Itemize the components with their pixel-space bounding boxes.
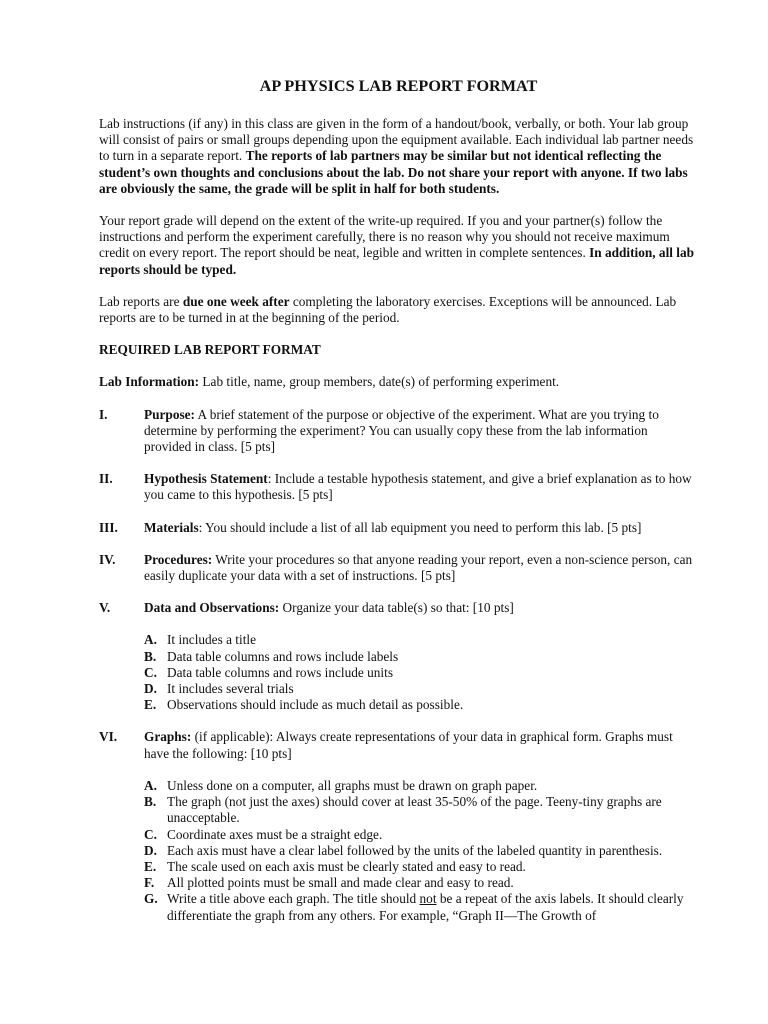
intro-text: Lab reports are bbox=[99, 293, 183, 309]
section-label: Graphs: bbox=[144, 729, 192, 745]
list-item bbox=[144, 891, 698, 923]
list-text: All plotted points must be small and made clear and easy to read. bbox=[167, 875, 514, 891]
page-title: AP PHYSICS LAB REPORT FORMAT bbox=[259, 77, 538, 95]
section-purpose bbox=[99, 407, 698, 456]
data-requirements-list bbox=[144, 632, 698, 713]
section-label: Procedures: bbox=[144, 551, 213, 567]
list-text: The scale used on each axis must be clearly stated and easy to read. bbox=[167, 858, 526, 874]
list-text: Observations should include as much detail as possible. bbox=[167, 697, 464, 713]
list-letter: D. bbox=[144, 681, 157, 697]
section-procedures bbox=[99, 552, 698, 584]
section-body bbox=[144, 520, 698, 536]
required-format-heading: REQUIRED LAB REPORT FORMAT bbox=[99, 342, 321, 358]
list-item bbox=[144, 778, 698, 794]
list-item bbox=[144, 632, 698, 648]
section-body bbox=[144, 471, 698, 503]
section-text: : Include a testable hypothesis statement, and give a brief explanation as to how you came to this hypothesis. [5 pts] bbox=[144, 471, 692, 503]
section-text: Organize your data table(s) so that: [10 pts] bbox=[279, 600, 514, 616]
list-text: It includes a title bbox=[167, 632, 256, 648]
list-item bbox=[144, 697, 698, 713]
section-number: III. bbox=[99, 519, 118, 535]
section-number: II. bbox=[99, 471, 113, 487]
list-item bbox=[144, 681, 698, 697]
list-item bbox=[144, 875, 698, 891]
list-letter: D. bbox=[144, 842, 157, 858]
list-letter: E. bbox=[144, 697, 157, 713]
list-item bbox=[144, 794, 698, 826]
list-text-part: Write a title above each graph. The title should bbox=[167, 891, 420, 907]
list-letter: E. bbox=[144, 858, 157, 874]
list-item bbox=[144, 827, 698, 843]
list-text: Data table columns and rows include labels bbox=[167, 648, 399, 664]
section-body bbox=[144, 407, 698, 456]
intro-text: Lab instructions (if any) in this class are given in the form of a handout/book, verbally, or both. Your lab group will consist of pairs or small groups depending upon the equipment available. Each individual lab partner needs to turn in a separate report. bbox=[99, 116, 694, 164]
section-number: V. bbox=[99, 600, 111, 616]
intro-text: completing the laboratory exercises. Exceptions will be announced. Lab reports are to be turned in at the beginning of the period. bbox=[99, 293, 677, 326]
section-text: (if applicable): Always create representations of your data in graphical form. Graphs must have the following: [10 pts] bbox=[144, 729, 673, 761]
section-body bbox=[144, 552, 698, 584]
lab-information-text: Lab title, name, group members, date(s) of performing experiment. bbox=[199, 374, 560, 390]
list-letter: C. bbox=[144, 826, 157, 842]
intro-paragraph-1 bbox=[99, 116, 698, 197]
section-body bbox=[144, 600, 698, 616]
section-label: Materials bbox=[144, 519, 199, 535]
intro-text: Your report grade will depend on the extent of the write-up required. If you and your partner(s) follow the instructions and perform the experiment carefully, there is no reason why you should not receive maximum credit on every report. The report should be neat, legible and written in complete sentences. bbox=[99, 213, 670, 261]
section-label: Data and Observations: bbox=[144, 600, 280, 616]
section-label: Hypothesis Statement bbox=[144, 471, 268, 487]
list-letter: B. bbox=[144, 794, 157, 810]
list-letter: F. bbox=[144, 875, 155, 891]
section-label: Purpose: bbox=[144, 406, 195, 422]
section-data-observations bbox=[99, 600, 698, 616]
list-item bbox=[144, 649, 698, 665]
intro-paragraph-3 bbox=[99, 294, 698, 326]
list-text: It includes several trials bbox=[167, 681, 294, 697]
list-text: Coordinate axes must be a straight edge. bbox=[167, 826, 383, 842]
list-item bbox=[144, 665, 698, 681]
list-text: The graph (not just the axes) should cover at least 35-50% of the page. Teeny-tiny graphs are unacceptable. bbox=[167, 794, 662, 826]
section-text: A brief statement of the purpose or objective of the experiment. What are you trying to determine by performing the experiment? You can usually copy these from the lab information provided in class. [5 pts] bbox=[144, 406, 659, 455]
section-hypothesis bbox=[99, 471, 698, 503]
section-materials bbox=[99, 520, 698, 536]
lab-information-label: Lab Information: bbox=[99, 374, 200, 390]
section-number: VI. bbox=[99, 729, 118, 745]
lab-information bbox=[99, 374, 698, 390]
list-letter: A. bbox=[144, 777, 157, 793]
intro-bold-text: In addition, all lab reports should be typed. bbox=[99, 245, 695, 277]
list-letter: A. bbox=[144, 632, 157, 648]
intro-paragraph-2 bbox=[99, 213, 698, 278]
section-text: : You should include a list of all lab equipment you need to perform this lab. [5 pts] bbox=[198, 519, 642, 535]
list-text bbox=[167, 891, 698, 923]
section-number: I. bbox=[99, 406, 108, 422]
section-graphs bbox=[99, 729, 698, 761]
list-text-part: be a repeat of the axis labels. It should clearly differentiate the graph from any others. For example, “Graph II—The Growth of bbox=[167, 891, 684, 923]
section-body bbox=[144, 729, 698, 761]
intro-bold-text: due one week after bbox=[182, 293, 290, 309]
underlined-word: not bbox=[419, 891, 437, 907]
graph-requirements-list bbox=[144, 778, 698, 924]
intro-bold-text: The reports of lab partners may be similar but not identical reflecting the student’s own thoughts and conclusions about the lab. Do not share your report with anyone. If two labs are obviously the same, the grade will be split in half for both students. bbox=[99, 148, 688, 196]
list-text: Each axis must have a clear label followed by the units of the labeled quantity in parenthesis. bbox=[167, 842, 663, 858]
list-letter: C. bbox=[144, 664, 157, 680]
section-text: Write your procedures so that anyone reading your report, even a non-science person, can easily duplicate your data with a set of instructions. [5 pts] bbox=[144, 551, 693, 584]
list-item bbox=[144, 843, 698, 859]
list-text: Unless done on a computer, all graphs must be drawn on graph paper. bbox=[167, 777, 538, 793]
list-letter: G. bbox=[144, 891, 158, 907]
list-letter: B. bbox=[144, 648, 157, 664]
section-number: IV. bbox=[99, 551, 116, 567]
list-item bbox=[144, 859, 698, 875]
list-text: Data table columns and rows include units bbox=[167, 664, 393, 680]
